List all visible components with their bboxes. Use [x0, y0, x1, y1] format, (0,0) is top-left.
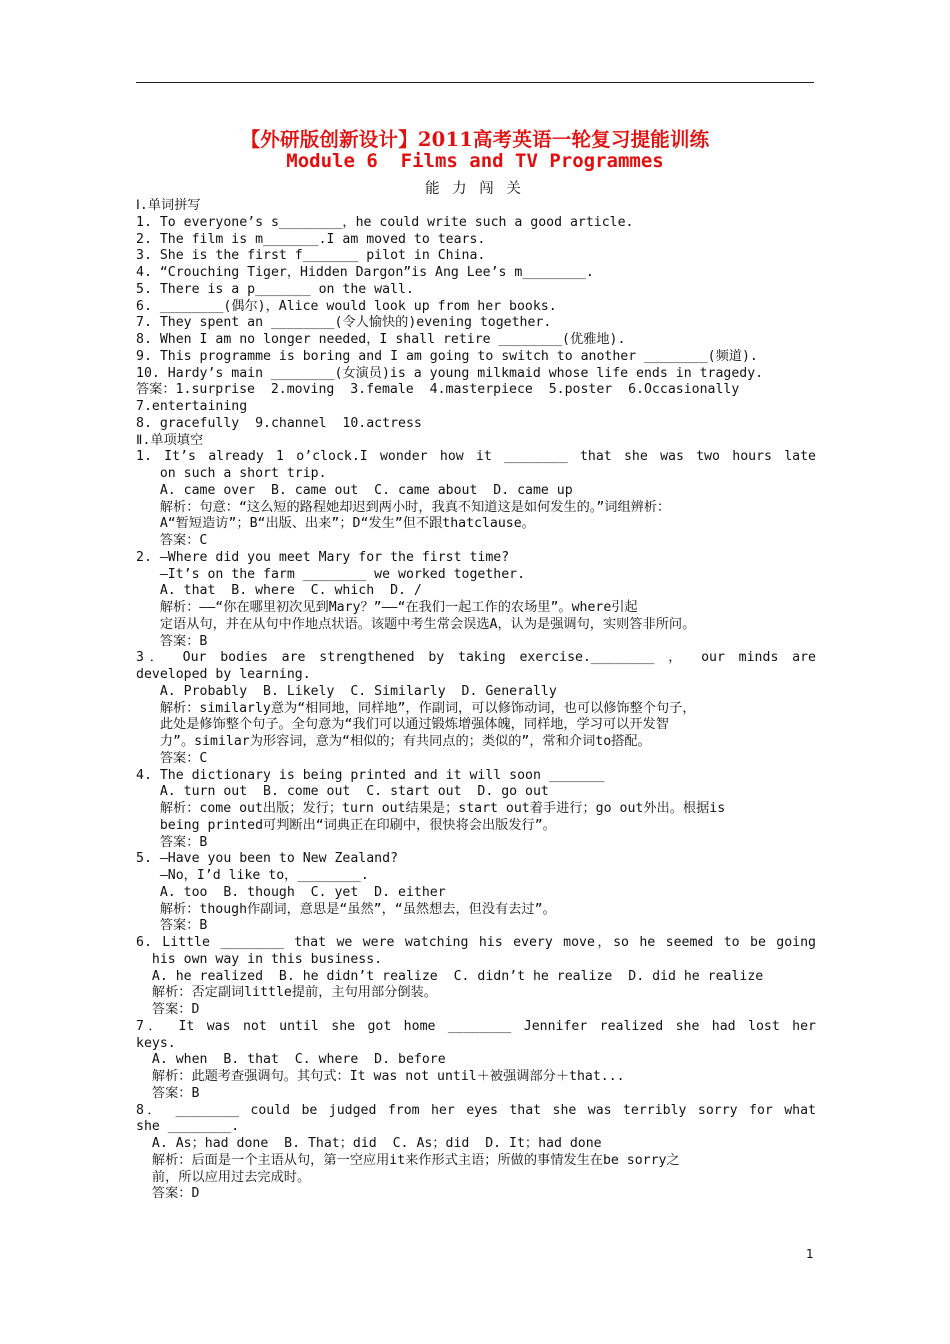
- text-line: developed by learning.: [136, 667, 311, 682]
- text-line: 2. The film is m_______.I am moved to tears.: [136, 231, 486, 247]
- text-line: A. came over B. came out C. came about D. came up: [136, 482, 573, 498]
- document-subtitle: Module 6 Films and TV Programmes: [286, 150, 664, 172]
- text-line: keys.: [136, 1035, 176, 1051]
- text-line: 7. They spent an ________(令人愉快的)evening together.: [136, 315, 552, 331]
- text-line: 1. To everyone’s s________，he could write such a good article.: [136, 214, 634, 230]
- exercise-content: [136, 198, 816, 1203]
- text-line: 解析：come out出版；发行；turn out结果是；start out着手进行；go out外出。根据is: [136, 801, 726, 816]
- text-line: A. As；had done B. That；did C. As；did D. It；had done: [136, 1136, 602, 1151]
- text-line: 7． It was not until she got home ________ Jennifer realized she had lost her: [136, 1018, 816, 1034]
- document-title: 【外研版创新设计】2011高考英语一轮复习提能训练: [240, 128, 710, 151]
- text-line: 1. It’s already 1 o’clock.I wonder how it ________ that she was two hours late: [136, 449, 816, 465]
- text-line: 答案：D: [136, 1186, 200, 1202]
- text-line: 5. There is a p_______ on the wall.: [136, 281, 414, 297]
- page-number: 1: [806, 1247, 814, 1261]
- text-line: Ⅰ.单词拼写: [136, 198, 201, 213]
- text-line: 8． ________ could be judged from her eyes that she was terribly sorry for what: [136, 1102, 816, 1118]
- text-line: 答案：C: [136, 533, 208, 548]
- text-line: A. Probably B. Likely C. Similarly D. Generally: [136, 683, 557, 699]
- text-line: 此处是修饰整个句子。全句意为“我们可以通过锻炼增强体魄，同样地，学习可以开发智: [136, 717, 669, 733]
- text-line: 前，所以应用过去完成时。: [136, 1169, 311, 1185]
- text-line: 6. ________(偶尔)，Alice would look up from her books.: [136, 298, 557, 314]
- text-line: 2. —Where did you meet Mary for the first time?: [136, 549, 510, 565]
- text-line: 答案：D: [136, 1002, 200, 1017]
- text-line: 6. Little ________ that we were watching his every move，so he seemed to be going: [136, 935, 816, 950]
- text-line: 8. When I am no longer needed，I shall retire ________(优雅地).: [136, 332, 626, 347]
- text-line: 解析：——“你在哪里初次见到Mary？”——“在我们一起工作的农场里”。where引起: [136, 600, 638, 615]
- text-line: —No，I’d like to，________.: [136, 868, 369, 883]
- text-line: A. too B. though C. yet D. either: [136, 884, 446, 900]
- text-line: 答案：C: [136, 750, 208, 766]
- text-line: 7.entertaining: [136, 399, 248, 414]
- text-line: 8. gracefully 9.channel 10.actress: [136, 415, 422, 431]
- text-line: 解析：否定副词little提前，主句用部分倒装。: [136, 985, 437, 1001]
- text-line: 答案：1.surprise 2.moving 3.female 4.masterpiece 5.poster 6.Occasionally: [136, 382, 740, 398]
- text-line: 9. This programme is boring and I am going to switch to another ________(频道).: [136, 348, 758, 364]
- text-line: A. he realized B. he didn’t realize C. didn’t he realize D. did he realize: [136, 968, 764, 984]
- section-heading: 能 力 闯 关: [425, 181, 525, 197]
- text-line: 解析：though作副词，意思是“虽然”，“虽然想去，但没有去过”。: [136, 901, 556, 917]
- text-line: 4. The dictionary is being printed and it will soon _______: [136, 767, 605, 783]
- header-rule: [136, 82, 814, 83]
- text-line: 力”。similar为形容词，意为“相似的；有共同点的；类似的”，常和介词to搭配。: [136, 734, 651, 749]
- text-line: 3. She is the first f_______ pilot in China.: [136, 248, 486, 264]
- text-line: A. turn out B. come out C. start out D. go out: [136, 784, 549, 800]
- text-line: being printed可判断出“词典正在印刷中，很快将会出版发行”。: [136, 817, 556, 833]
- text-line: 10. Hardy’s main ________(女演员)is a young milkmaid whose life ends in tragedy.: [136, 365, 764, 381]
- text-line: 答案：B: [136, 918, 208, 934]
- text-line: 定语从句，并在从句中作地点状语。该题中考生常会误选A，认为是强调句，实则答非所问。: [136, 616, 696, 632]
- text-line: 解析：此题考查强调句。其句式：It was not until＋被强调部分＋that...: [136, 1069, 625, 1084]
- text-line: —It’s on the farm ________ we worked together.: [136, 566, 526, 582]
- text-line: 3． Our bodies are strengthened by taking exercise.________ ， our minds are: [136, 650, 816, 666]
- text-line: 解析：句意：“这么短的路程她却迟到两小时，我真不知道这是如何发生的。”词组辨析：: [136, 499, 671, 515]
- text-line: 5. —Have you been to New Zealand?: [136, 851, 399, 867]
- text-line: A. when B. that C. where D. before: [136, 1052, 446, 1068]
- text-line: A. that B. where C. which D. /: [136, 583, 422, 599]
- text-line: A“暂短造访”；B“出版、出来”；D“发生”但不跟thatclause。: [136, 516, 535, 532]
- text-line: on such a short trip.: [136, 466, 327, 481]
- text-line: 答案：B: [136, 633, 208, 649]
- text-line: Ⅱ.单项填空: [136, 432, 204, 448]
- text-line: 解析：后面是一个主语从句，第一空应用it来作形式主语；所做的事情发生在be sorry之: [136, 1152, 680, 1168]
- text-line: his own way in this business.: [136, 951, 383, 967]
- text-line: 答案：B: [136, 834, 208, 850]
- text-line: she ________.: [136, 1119, 240, 1135]
- text-line: 4. “Crouching Tiger，Hidden Dargon”is Ang Lee’s m________.: [136, 265, 594, 280]
- text-line: 解析：similarly意为“相同地，同样地”，作副词，可以修饰动词，也可以修饰整个句子，: [136, 700, 696, 716]
- text-line: 答案：B: [136, 1085, 200, 1101]
